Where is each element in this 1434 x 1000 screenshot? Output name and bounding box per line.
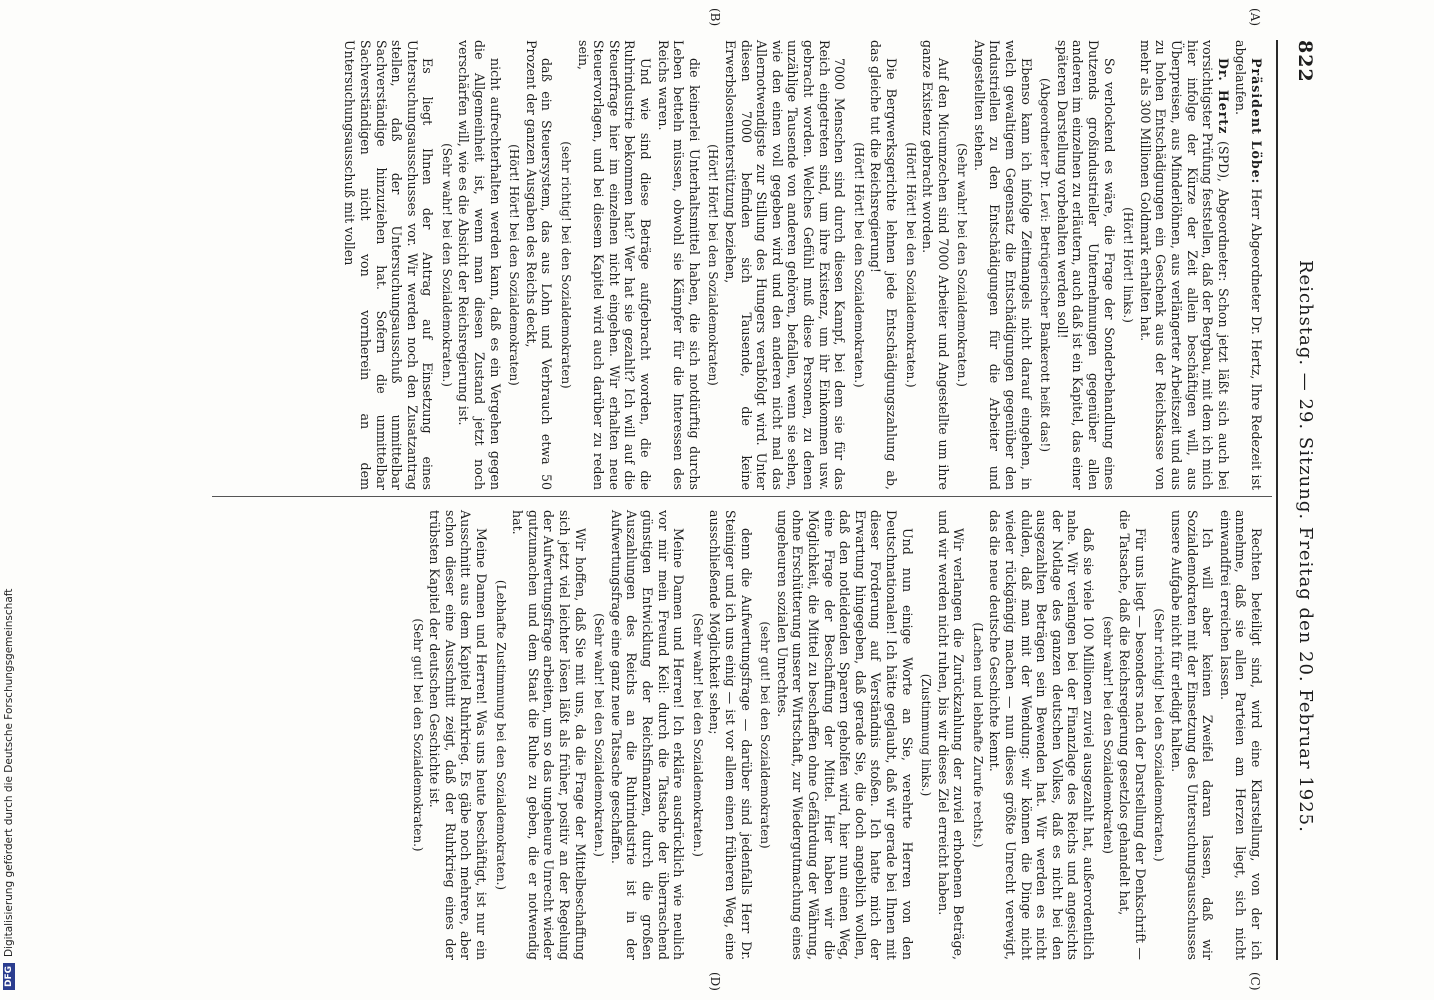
paragraph: die keinerlei Unterhaltsmittel haben, die sich notdürftig durchs Leben betteln müssen, obwohl sie Kämpfer für die Interessen des Reichs waren. (655, 40, 702, 490)
interjection: (Sehr wahr! bei den Sozialdemokraten.) (690, 613, 705, 857)
margin-marker-a: (A) (1248, 8, 1262, 27)
right-column (406, 510, 1264, 960)
margin-marker-d: (D) (708, 972, 722, 991)
paragraph: Meine Damen und Herren! Was uns heute beschäftigt, ist nur ein Ausschnitt aus dem Kapitel Ruhrkrieg. Es gäbe noch mehrere, aber schon dieser eine Ausschnitt zeigt, daß der Ruhrkrieg eines der trübsten Kapitel der deutschen Geschichte ist. (427, 510, 490, 960)
page-header (1286, 40, 1316, 960)
funding-note (3, 589, 15, 990)
paragraph: Und wie sind diese Beträge aufgebracht worden, die die Ruhrindustrie bekommen hat? Wer hat sie gezahlt? Ich will auf die Steuerfrage hier im einzelnen nicht eingehen. Wir erhalten neue Steuervorlagen, und bei diesem Kapitel wird auch darüber zu reden sein, (575, 40, 654, 490)
interjection: (Sehr gut! bei den Sozialdemokraten.) (410, 618, 425, 852)
interjection: (Hört! Hört! bei den Sozialdemokraten) (706, 144, 721, 386)
paragraph: Es liegt Ihnen der Antrag auf Einsetzung eines Untersuchungsausschusses vor. Wir werden noch den Zusatzantrag stellen, daß der Untersuchungsausschuß unmittelbar Sachverständige hinzuziehen hat. Sofern die unmittelbar Sachverständigen nicht von vornherein an dem Untersuchungsausschuß mit vollen (342, 40, 436, 490)
paragraph: Ebenso kann ich infolge Zeitmangels nicht darauf eingehen, in welch gewaltigem Gegensatz die Entschädigungen gegenüber den Industriellen zu den Entschädigungen für die Arbeiter und Angestellten stehen. (971, 40, 1034, 490)
paragraph: denn die Aufwertungsfrage — darüber sind jedenfalls Herr Dr. Steiniger und ich uns einig — ist vor allem einen früheren Weg, eine ausschließende Möglichkeit sehen; (707, 510, 754, 960)
paragraph: nicht aufrechterhalten werden kann, daß es ein Vergehen gegen die Allgemeinheit ist, wenn man diesen Zustand jetzt noch verschärfen will, wie es die Absicht der Reichsregierung ist. (456, 40, 503, 490)
running-head: Reichstag. — 29. Sitzung. Freitag den 20. Februar 1925. (1295, 260, 1316, 833)
margin-marker-c: (C) (1248, 972, 1262, 991)
paragraph: Rechten beteiligt sind, wird eine Klarstellung, von der ich annehme, daß sie allen Parteien am Herzen liegt, sich nicht einwandfrei erreichen lassen. (1217, 510, 1264, 960)
paragraph: Die Bergwerksgerichte lehnen jede Entschädigungszahlung ab, das gleiche tut die Reichsregierung! (868, 40, 899, 490)
funding-note-text: Digitalisierung gefördert durch die Deutsche Forschungsgemeinschaft (3, 588, 15, 957)
paragraph: Wir verlangen die Zurückzahlung der zuviel erhobenen Beträge, und wir werden nicht ruhen, bis wir dieses Ziel erreicht haben. (935, 510, 967, 960)
paragraph: Ich will aber keinen Zweifel daran lassen, daß wir Sozialdemokraten mit der Einsetzung des Untersuchungsausschusses unsere Aufgabe nicht für erledigt halten. (1169, 510, 1216, 960)
interjection: (Sehr wahr! bei den Sozialdemokraten.) (439, 143, 454, 387)
paragraph: 7000 Menschen sind durch diesen Kampf, bei dem sie für das Reich eingetreten sind, um ihre Existenz, um ihr Einkommen usw. gebracht worden. Welches Gefühl muß diese Personen, zu denen unzählige Tausende von anderen gehören, befallen, wenn sie sehen, wie den einen voll gegeben wird und den anderen nicht mal das Allernotwendigste zur Stillung des Hungers verabfolgt wird. Unter diesen 7000 befinden sich Tausende, die keine Erwerbslosenunterstützung beziehen, (723, 40, 848, 490)
interjection: (Lachen und lebhafte Zurufe rechts.) (970, 622, 985, 848)
interjection: (sehr gut! bei den Sozialdemokraten) (758, 621, 773, 849)
paragraph: So verlockend es wäre, die Frage der Sonderbehandlung eines Dutzends großindustrieller Unternehmungen gegenüber allen anderen im einzelnen zu erläutern, auch daß ist ein Kapitel, das einer späteren Darstellung vorbehalten werden soll! (1054, 40, 1117, 490)
interjection: (Hört! Hört! bei den Sozialdemokraten.) (851, 142, 866, 388)
margin-marker-b: (B) (708, 8, 722, 27)
interjection: (Zustimmung links.) (919, 673, 934, 797)
paragraph: Für uns liegt — besonders nach der Darstellung der Denkschrift — die Tatsache, daß die Reichsregierung gesetzlos gehandelt hat, (1117, 510, 1148, 960)
paragraph: daß ein Steuersystem, das aus Lohn und Verbrauch etwa 50 Prozent der ganzen Ausgaben des Reichs deckt, (523, 40, 555, 490)
page-content (142, 0, 1322, 1000)
interjection: (Hört! Hört! links.) (1121, 207, 1136, 323)
interjection: (Abgeordneter Dr. Levi: Betrügerischer Bankerott heißt das!) (1038, 77, 1053, 453)
interjection: (Hört! Hört! bei den Sozialdemokraten) (507, 144, 522, 386)
column-divider (212, 496, 1272, 497)
left-column (340, 40, 1264, 490)
interjection: (Sehr wahr! bei den Sozialdemokraten.) (592, 613, 607, 857)
interjection: (Sehr wahr! bei den Sozialdemokraten.) (955, 143, 970, 387)
interjection: (sehr richtig! bei den Sozialdemokraten) (559, 141, 574, 389)
speech-paragraph (1137, 40, 1231, 490)
paragraph: Auf den Micumzechen sind 7000 Arbeiter und Angestellte um ihre ganze Existenz gebracht worden. (920, 40, 951, 490)
interjection: (Lebhafte Zustimmung bei den Sozialdemokraten.) (493, 579, 508, 891)
speech-text: (SPD), Abgeordneter: Schon jetzt läßt sich auch bei vorsichtigster Prüfung feststellen, daß der Bergbau, mit dem ich mich hier infolge der Kürze der Zeit allein beschäftigen will, aus Überpreisen, aus Minderlöhnen, aus verlängerter Arbeitszeit und aus zu hohen Entschädigungen ein Geschenk aus der Reichskasse von mehr als 300 Millionen Goldmark erhalten hat. (1137, 40, 1231, 490)
speech-text: Herr Abgeordneter Dr. Hertz, Ihre Redezeit ist abgelaufen. (1233, 40, 1264, 490)
header-rule (1276, 40, 1278, 960)
paragraph: Wir hoffen, daß Sie mit uns, da die Frage der Mittelbeschaffung sich jetzt viel leichter lösen läßt als früher, positiv an der Regelung der Aufwertungsfrage arbeiten, um so das ungeheure Unrecht wieder gutzumachen und dem Staat die Ruhe zu geben, die er notwendig hat. (510, 510, 588, 960)
dfg-logo: DFG (3, 963, 15, 990)
paragraph: Meine Damen und Herren! Ich erkläre ausdrücklich wie neulich vor mir mein Freund Keil: durch die Tatsache der überraschend günstigen Entwicklung der Reichsfinanzen, durch die großen Auszahlungen des Reichs an die Ruhrindustrie ist in der Aufwertungsfrage eine ganz neue Tatsache geschaffen. (608, 510, 687, 960)
paragraph: daß sie viele 100 Millionen zuviel ausgezahlt hat, außerordentlich nahe. Wir verlangen bei der Finanzlage des Reichs und angesichts der Notlage des ganzen deutschen Volkes, daß es nicht bei den ausgezahlten Beträgen sein Bewenden hat. Wir werden es nicht dulden, daß man mit der Wendung: wir können die Dinge nicht wieder rückgängig machen — nun dieses größte Unrecht verewigt, das die neue deutsche Geschichte kennt. (987, 510, 1097, 960)
speaker-name: Dr. Hertz (1215, 58, 1231, 135)
interjection: (Hört! Hört! bei den Sozialdemokraten.) (903, 142, 918, 388)
page-number: 822 (1294, 40, 1316, 83)
interjection: (sehr wahr! bei den Sozialdemokraten) (1100, 616, 1115, 854)
interjection: (Sehr richtig! bei den Sozialdemokraten.) (1152, 608, 1167, 862)
speaker-name: Präsident Löbe: (1249, 58, 1264, 185)
paragraph: Und nun einige Worte an Sie, verehrte Herren von den Deutschnationalen! Ich hätte geglaubt, daß wir gerade bei Ihnen mit dieser Forderung auf Verständnis stoßen. Ich hatte mich der Erwartung hingegeben, daß gerade Sie, die doch angeblich wollen, daß den notleidenden Sparern geholfen wird, hier nun einen Weg, eine Frage der Beschaffung der Mittel. Hier haben wir die Möglichkeit, die Mittel zu beschaffen ohne Gefährdung der Währung, ohne Erschütterung unserer Wirtschaft, zur Wiedergutmachung eines ungeheuren sozialen Unrechtes. (774, 510, 915, 960)
speech-paragraph (1233, 40, 1264, 490)
